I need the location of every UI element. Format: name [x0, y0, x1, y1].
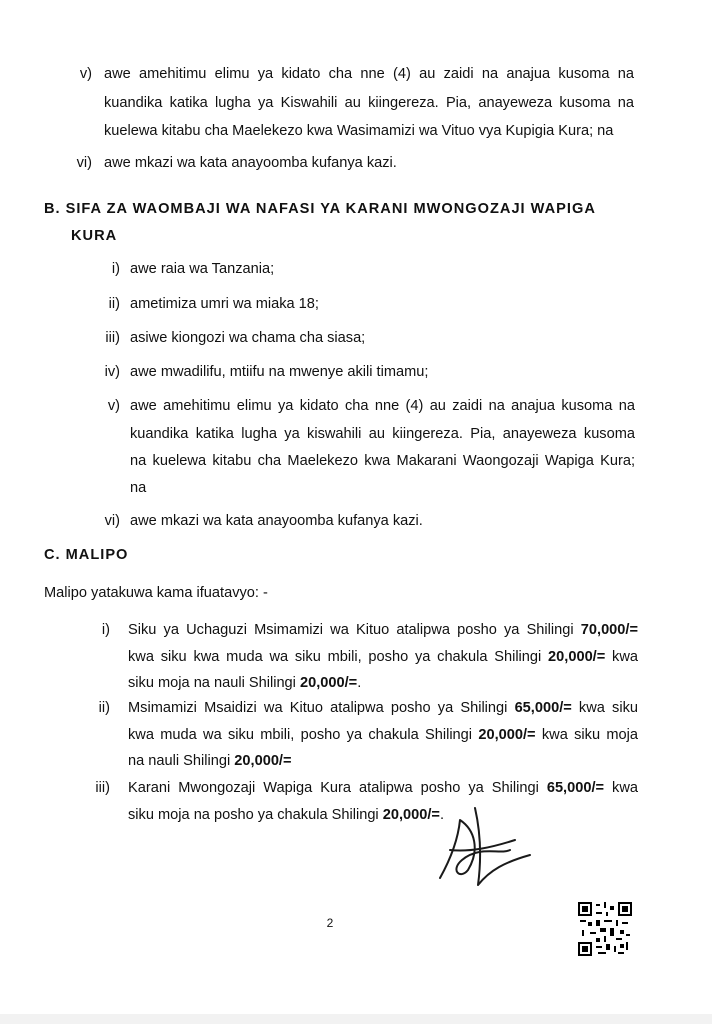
- list-item-text: awe mkazi wa kata anayoomba kufanya kazi.: [104, 155, 397, 171]
- list-item-text: na kuelewa kitabu cha Maelekezo kwa Makarani Waongozaji Wapiga Kura;: [130, 453, 635, 469]
- list-item-text: na nauli Shilingi 20,000/=: [128, 753, 292, 769]
- list-item-text: siku moja na posho ya chakula Shilingi 20,000/=.: [128, 807, 445, 823]
- list-item-text: awe amehitimu elimu ya kidato cha nne (4) au zaidi na anajua kusoma na: [104, 66, 634, 82]
- list-item-text: kwa siku kwa muda wa siku mbili, posho ya chakula Shilingi 20,000/= kwa: [128, 649, 638, 665]
- list-number: iii): [95, 780, 110, 796]
- list-number: ii): [98, 700, 110, 716]
- list-item-text: na: [130, 480, 147, 496]
- intro-text: Malipo yatakuwa kama ifuatavyo: -: [44, 585, 268, 601]
- list-item-text: kwa muda wa siku mbili, posho ya chakula Shilingi 20,000/= kwa siku moja: [128, 727, 638, 743]
- list-item-text: kuandika katika lugha ya Kiswahili au kiingereza. Pia, anayeweza kusoma na: [104, 95, 634, 111]
- qr-code-icon: [578, 902, 632, 956]
- list-item-text: Siku ya Uchaguzi Msimamizi wa Kituo atalipwa posho ya Shilingi 70,000/=: [128, 622, 638, 638]
- list-number: i): [111, 261, 120, 277]
- section-heading: C. MALIPO: [44, 547, 129, 563]
- list-number: vi): [76, 155, 92, 171]
- page-bottom-edge: [0, 1014, 712, 1024]
- section-heading: B. SIFA ZA WAOMBAJI WA NAFASI YA KARANI MWONGOZAJI WAPIGA: [44, 201, 596, 217]
- list-number: iii): [105, 330, 120, 346]
- list-item-text: kuandika katika lugha ya kiswahili au kiingereza. Pia, anayeweza kusoma: [130, 426, 635, 442]
- list-item-text: awe raia wa Tanzania;: [130, 261, 275, 277]
- list-number: v): [79, 66, 92, 82]
- list-item-text: Karani Mwongozaji Wapiga Kura atalipwa posho ya Shilingi 65,000/= kwa: [128, 780, 639, 796]
- list-item-text: Msimamizi Msaidizi wa Kituo atalipwa posho ya Shilingi 65,000/= kwa siku: [128, 700, 638, 716]
- list-number: i): [101, 622, 110, 638]
- list-number: v): [107, 398, 120, 414]
- list-item-text: ametimiza umri wa miaka 18;: [130, 296, 319, 312]
- list-number: iv): [104, 364, 120, 380]
- signature-icon: [420, 800, 550, 890]
- list-item-text: awe mkazi wa kata anayoomba kufanya kazi.: [130, 513, 423, 529]
- list-number: vi): [104, 513, 120, 529]
- list-item-text: asiwe kiongozi wa chama cha siasa;: [130, 330, 366, 346]
- page-number: 2: [326, 916, 334, 930]
- list-item-text: siku moja na nauli Shilingi 20,000/=.: [128, 675, 362, 691]
- list-item-text: awe amehitimu elimu ya kidato cha nne (4) au zaidi na anajua kusoma na: [130, 398, 635, 414]
- list-number: ii): [108, 296, 120, 312]
- list-item-text: kuelewa kitabu cha Maelekezo kwa Wasimamizi wa Vituo vya Kupigia Kura; na: [104, 123, 614, 139]
- list-item-text: awe mwadilifu, mtiifu na mwenye akili timamu;: [130, 364, 429, 380]
- section-heading-continued: KURA: [71, 228, 118, 244]
